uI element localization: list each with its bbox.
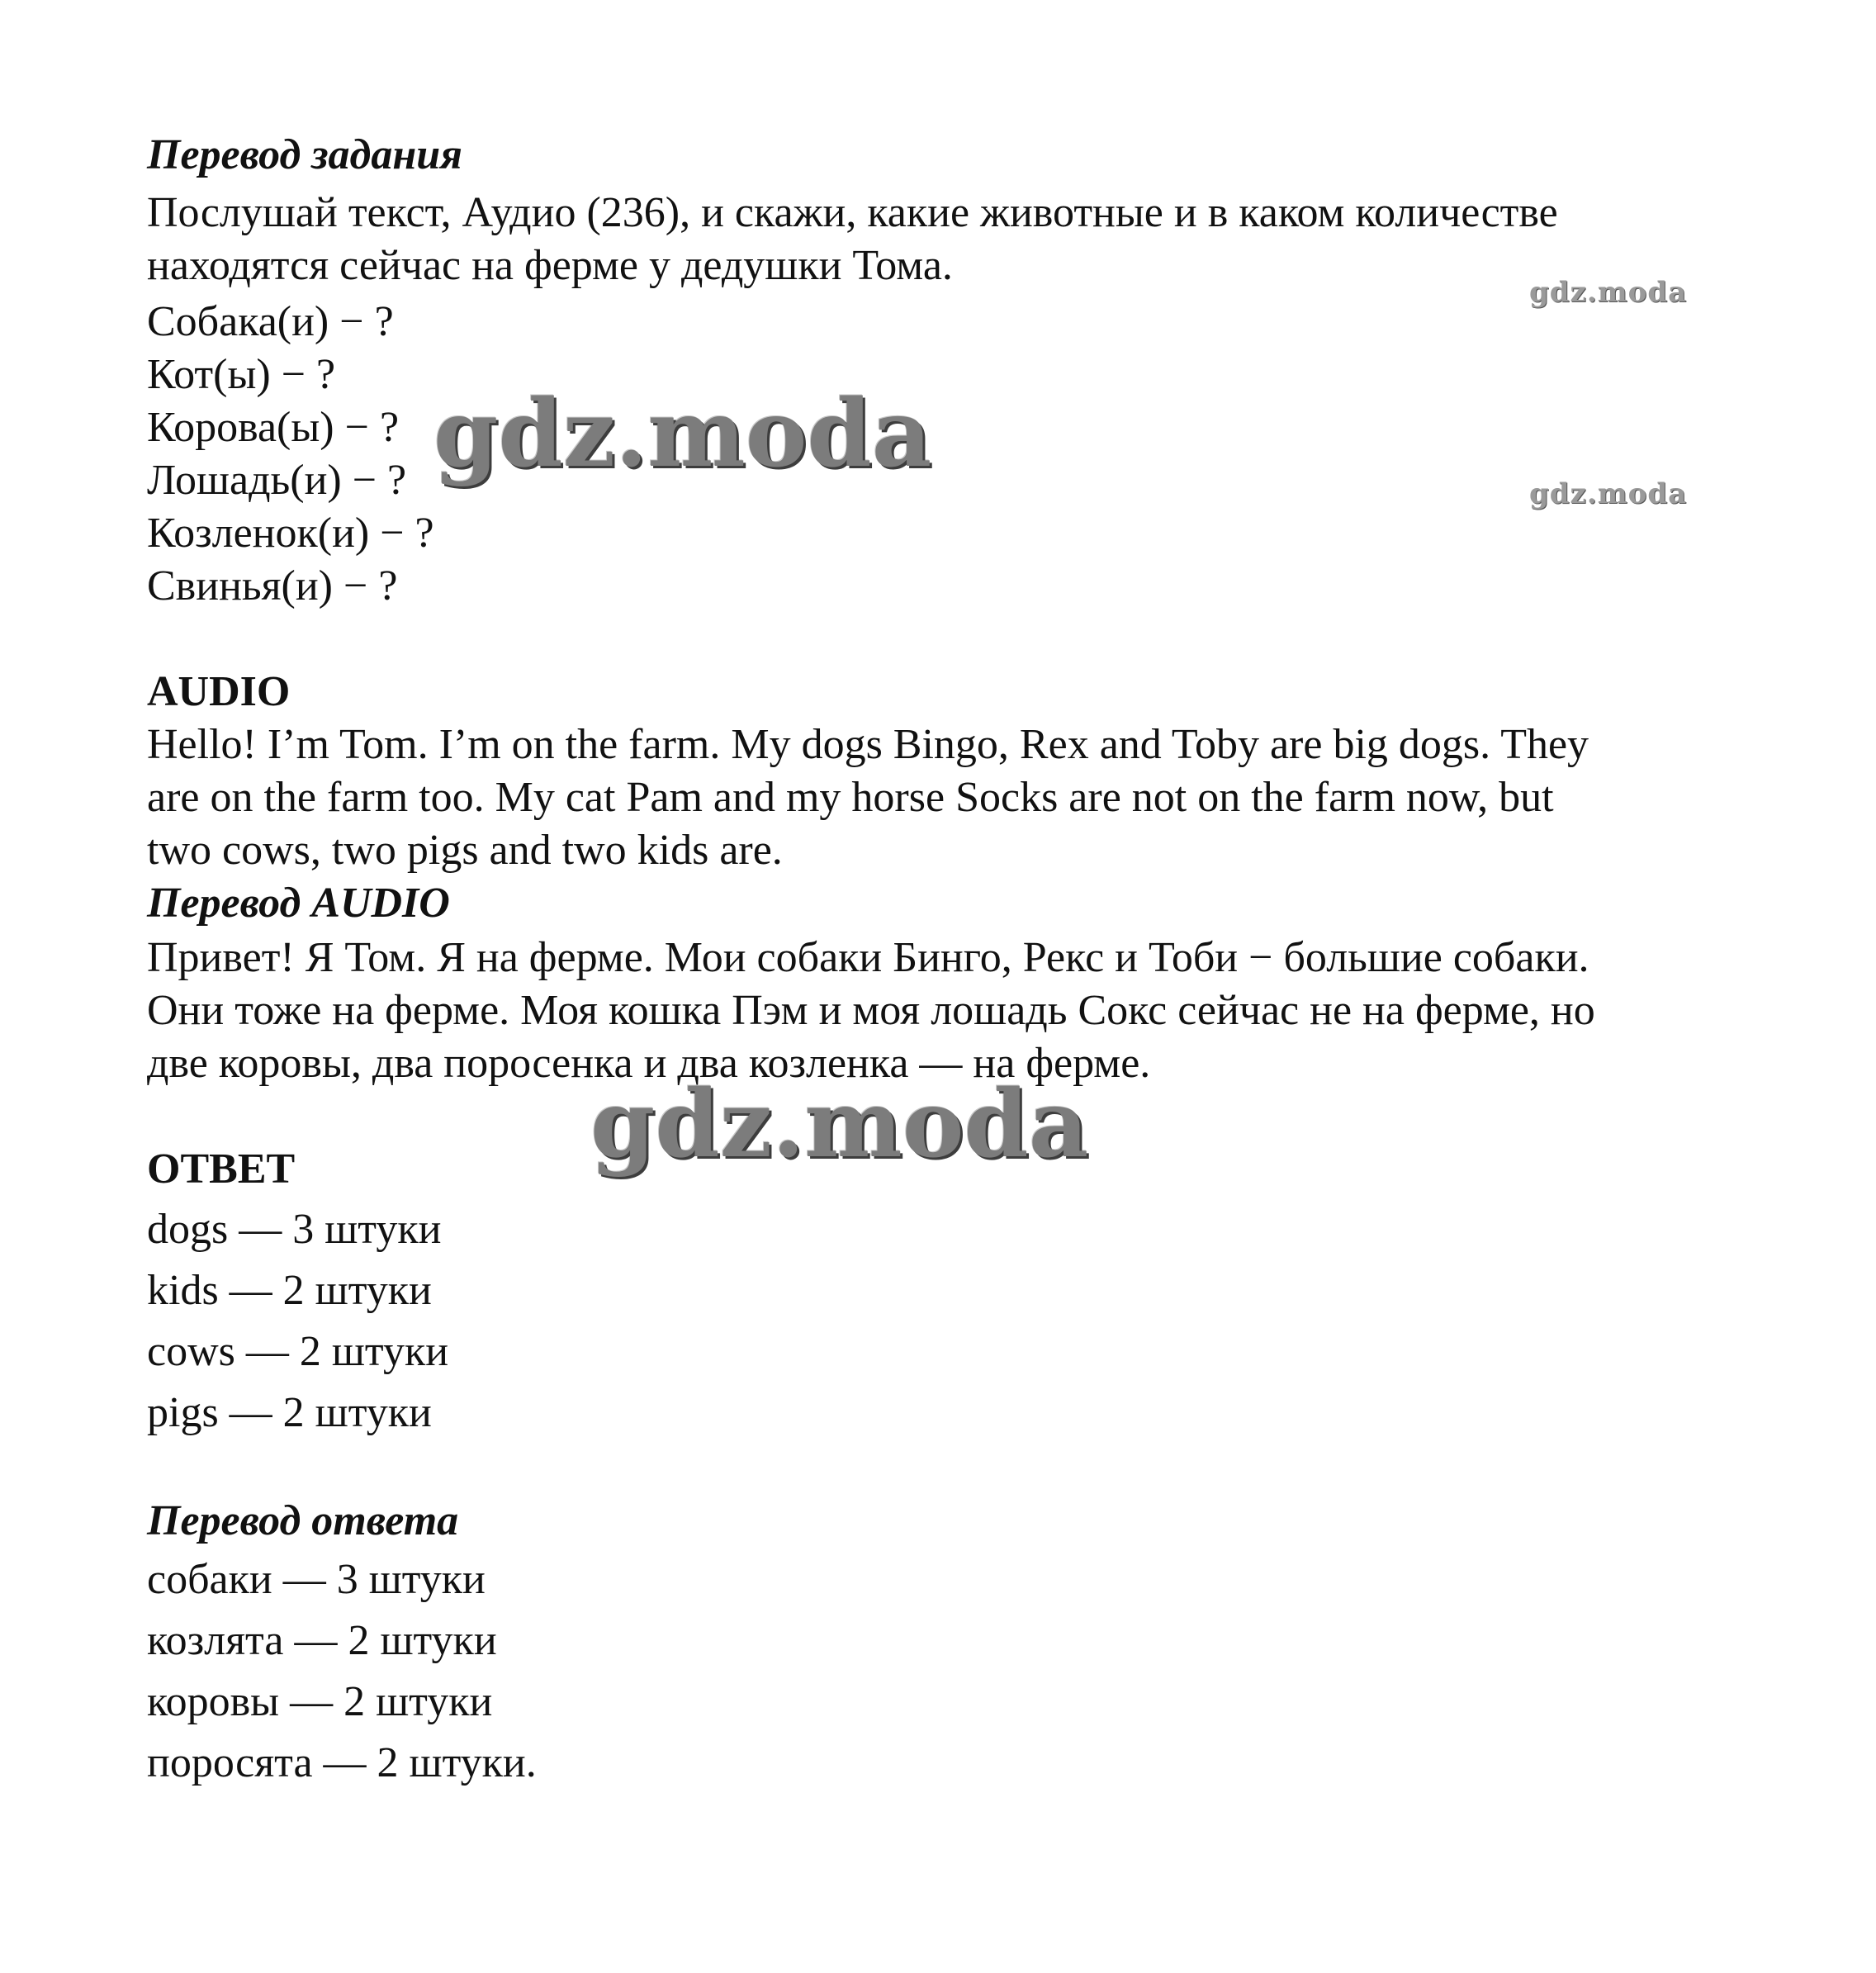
question-list — [147, 296, 434, 613]
audio-translation-line: Привет! Я Том. Я на ферме. Мои собаки Бинго, Рекс и Тоби − большие собаки. — [147, 934, 1589, 981]
answer-item: cows — 2 штуки — [147, 1328, 449, 1375]
answer-item: kids — 2 штуки — [147, 1267, 432, 1314]
audio-translation-line: Они тоже на ферме. Моя кошка Пэм и моя лошадь Сокс сейчас не на ферме, но — [147, 987, 1595, 1034]
audio-text — [147, 719, 1765, 877]
answer-translation-item: поросята — 2 штуки. — [147, 1739, 537, 1786]
question-item: Кот(ы) − ? — [147, 351, 336, 398]
question-item: Козленок(и) − ? — [147, 510, 434, 557]
answer-heading: ОТВЕТ — [147, 1145, 296, 1193]
question-item: Корова(ы) − ? — [147, 404, 400, 451]
audio-translation-line: две коровы, два поросенка и два козленка — на ферме. — [147, 1040, 1151, 1087]
watermark-small: gdz.moda — [1529, 276, 1688, 309]
audio-line: two cows, two pigs and two kids are. — [147, 827, 783, 874]
answer-list — [147, 1199, 448, 1444]
watermark-large: gdz.moda — [590, 1070, 1089, 1179]
audio-translation-text — [147, 932, 1765, 1090]
question-item: Лошадь(и) − ? — [147, 457, 407, 504]
answer-translation-item: козлята — 2 штуки — [147, 1617, 497, 1664]
question-item: Собака(и) − ? — [147, 298, 394, 345]
task-heading: Перевод задания — [147, 131, 462, 178]
answer-translation-item: коровы — 2 штуки — [147, 1678, 493, 1725]
audio-translation-heading: Перевод AUDIO — [147, 880, 450, 927]
answer-translation-item: собаки — 3 штуки — [147, 1556, 486, 1603]
answer-translation-heading: Перевод ответа — [147, 1497, 459, 1544]
instruction-line: находятся сейчас на ферме у дедушки Тома. — [147, 242, 953, 289]
answer-item: dogs — 3 штуки — [147, 1206, 442, 1253]
answer-item: pigs — 2 штуки — [147, 1389, 432, 1436]
watermark-small: gdz.moda — [1529, 477, 1688, 510]
instruction-line: Послушай текст, Аудио (236), и скажи, какие животные и в каком количестве — [147, 189, 1558, 236]
audio-heading: AUDIO — [147, 668, 291, 715]
watermark-large: gdz.moda — [433, 380, 932, 488]
audio-line: are on the farm too. My cat Pam and my horse Socks are not on the farm now, but — [147, 774, 1554, 821]
answer-translation-list — [147, 1549, 537, 1794]
audio-line: Hello! I’m Tom. I’m on the farm. My dogs Bingo, Rex and Toby are big dogs. They — [147, 721, 1589, 768]
question-item: Свинья(и) − ? — [147, 562, 398, 609]
task-instruction — [147, 187, 1765, 292]
